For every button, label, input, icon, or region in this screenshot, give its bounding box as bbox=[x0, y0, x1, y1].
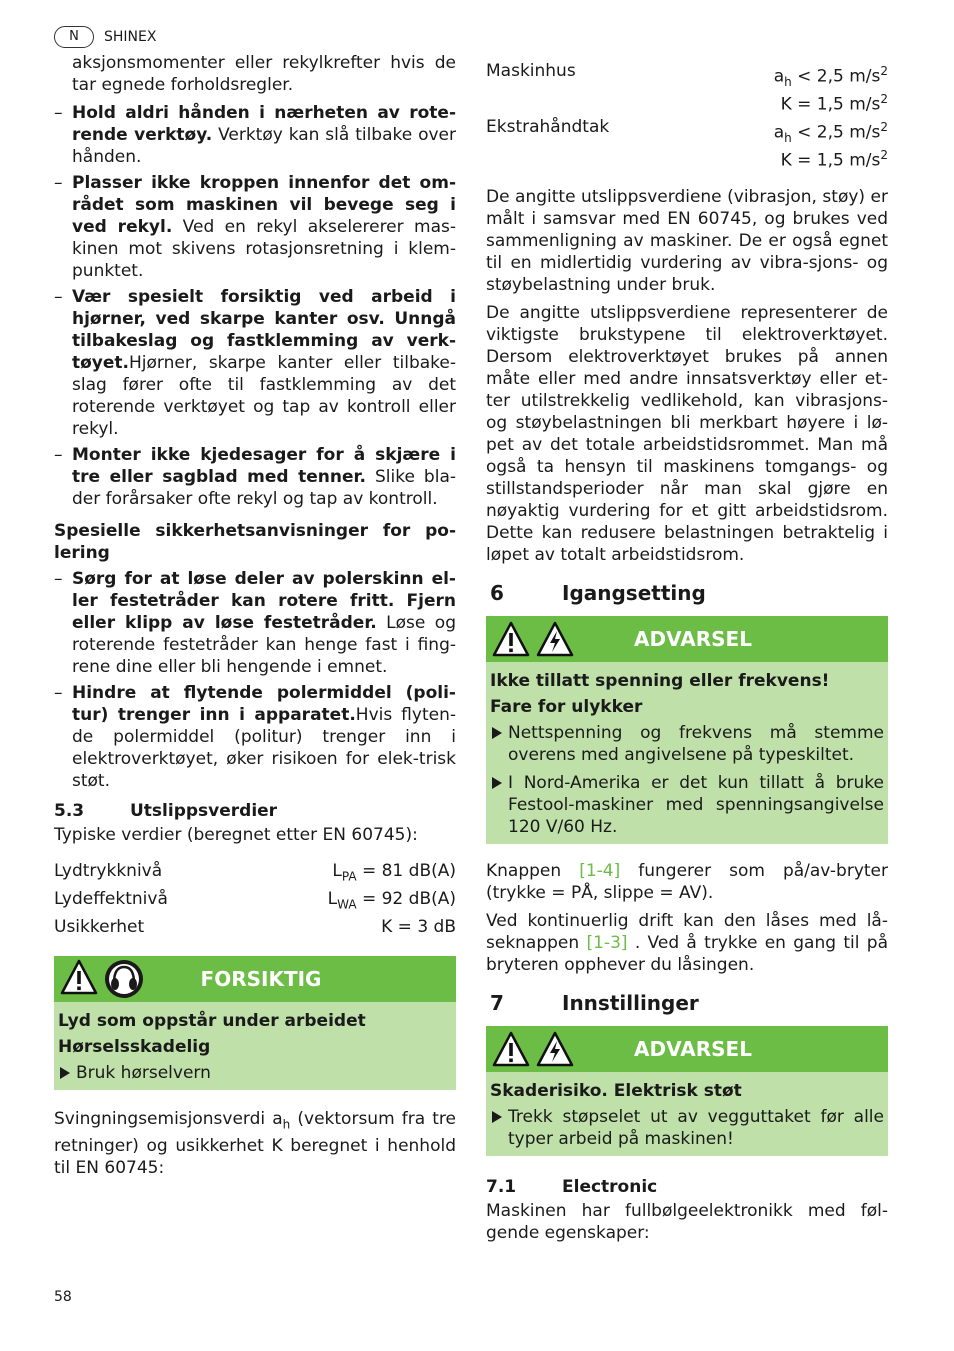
section-title: Electronic bbox=[562, 1177, 658, 1197]
value-amount: K = 1,5 m/s bbox=[780, 94, 881, 115]
section-title: Utslippsverdier bbox=[130, 801, 278, 821]
value-symbol: a bbox=[773, 122, 785, 143]
section-number: 6 bbox=[490, 581, 504, 605]
warning-box bbox=[486, 1026, 888, 1156]
value-amount: = 3 dB bbox=[392, 917, 456, 937]
caution-box-body bbox=[54, 1002, 456, 1090]
arrow-bullet-icon bbox=[492, 1111, 502, 1123]
safety-item-bold: Monter ikke kjedesager for å skjære i tre eller sagblad med tenner. bbox=[72, 445, 456, 487]
page-header bbox=[54, 26, 156, 48]
polish-item-text: Hvis flyten-de polermiddel (politur) trenger inn i elektroverktøyet, øker risikoen for elek-trisk støt. bbox=[72, 705, 456, 791]
polish-item-bold: Sørg for at løse deler av polerskinn el-ler festetråder kan rotere fritt. Fjern eller klipp av løse festetråder. bbox=[72, 569, 456, 633]
electronic-paragraph: Maskinen har fullbølgeelektronikk med føl-gende egenskaper: bbox=[486, 1201, 888, 1243]
value-symbol: L bbox=[332, 861, 342, 881]
figure-reference[interactable]: [1-4] bbox=[579, 861, 621, 881]
vibration-a-value bbox=[774, 116, 888, 144]
dash-marker: – bbox=[54, 173, 63, 193]
switch-text: fungerer som på/av-bryter (trykke = PÅ, slippe = AV). bbox=[486, 861, 888, 903]
lock-text: Ved kontinuerlig drift kan den låses med lå-seknappen bbox=[486, 911, 888, 953]
value-superscript: 2 bbox=[880, 92, 888, 106]
caution-box-header bbox=[54, 956, 456, 1002]
warning-title: ADVARSEL bbox=[634, 1037, 752, 1061]
vibration-text: (vektorsum fra tre retninger) og usikkerhet K beregnet i henhold til EN 60745: bbox=[54, 1109, 456, 1179]
dash-marker: – bbox=[54, 445, 63, 465]
warning-line: Fare for ulykker bbox=[490, 697, 643, 717]
section-heading-5-3 bbox=[54, 800, 456, 822]
value-figure bbox=[381, 916, 456, 944]
value-figure bbox=[332, 860, 456, 888]
vibration-paragraph bbox=[54, 1108, 456, 1179]
product-name: SHINEX bbox=[104, 29, 157, 45]
safety-item bbox=[54, 286, 456, 440]
intro-continuation: aksjonsmomenter eller rekylkrefter hvis de tar egnede forholdsregler. bbox=[72, 53, 456, 95]
warning-bullet-text: I Nord-Amerika er det kun tillatt å bruke Festool-maskiner med spenningsangivelse 120 V/60 Hz. bbox=[508, 773, 884, 837]
polish-item bbox=[54, 568, 456, 678]
polish-item-bold: Hindre at flytende polermiddel (poli-tur) trenger inn i apparatet. bbox=[72, 683, 456, 725]
caution-title: FORSIKTIG bbox=[200, 967, 322, 991]
vibration-label: Ekstrahåndtak bbox=[486, 117, 610, 137]
value-symbol: L bbox=[327, 889, 338, 909]
dash-marker: – bbox=[54, 569, 63, 589]
caution-bullet-text: Bruk hørselvern bbox=[76, 1063, 211, 1083]
value-label: Lydtrykknivå bbox=[54, 861, 163, 881]
value-row bbox=[54, 916, 456, 944]
vibration-label: Maskinhus bbox=[486, 61, 576, 81]
switch-paragraph bbox=[486, 860, 888, 904]
caution-box bbox=[54, 956, 456, 1090]
warning-box-header bbox=[486, 616, 888, 662]
figure-reference[interactable]: [1-3] bbox=[586, 933, 628, 953]
vibration-subscript: h bbox=[282, 1117, 291, 1132]
vibration-row bbox=[486, 60, 888, 88]
vibration-values bbox=[486, 60, 888, 172]
safety-item-bold: Hold aldri hånden i nærheten av rote-rende verktøy. bbox=[72, 103, 456, 145]
value-row bbox=[54, 888, 456, 916]
uncertainty-value bbox=[781, 88, 888, 116]
warning-box bbox=[486, 616, 888, 844]
polish-item bbox=[54, 682, 456, 792]
polish-item-text: Løse og roterende festetråder kan henge fast i fing-rene dine eller bli hengende i emnet. bbox=[72, 613, 456, 677]
value-superscript: 2 bbox=[880, 148, 888, 162]
safety-item-bold: Plasser ikke kroppen innenfor det om-rådet som maskinen vil bevege seg i ved rekyl. bbox=[72, 173, 456, 237]
value-row bbox=[54, 860, 456, 888]
vibration-row bbox=[486, 116, 888, 144]
safety-item-text: Ved en rekyl akselererer mas-kinen mot skivens rotasjonsretning i klem-punktet. bbox=[72, 217, 456, 281]
value-subscript: h bbox=[784, 131, 792, 146]
dash-marker: – bbox=[54, 103, 63, 123]
safety-item bbox=[54, 172, 456, 282]
safety-item-text: Verktøy kan slå tilbake over hånden. bbox=[72, 125, 456, 167]
paragraph: De angitte utslippsverdiene representerer de viktigste brukstypene til elektroverktøyet. Dersom elektroverktøyet brukes på annen måte eller med andre innsatsverktøy eller et-ter utilstrekkelig vedlikehold, kan vibrasjons-og støybelastningen bli merkbart høyere i lø-pet av det totale arbeidstidsrommet. Man må også ta hensyn til maskinens tomgangs- og stillstandsperioder når man skal gjøre en nøyaktig vurdering for et gitt arbeidstidsrom. Dette kan redusere belastningen betraktelig i løpet av totalt arbeidstidsrom. bbox=[486, 303, 888, 565]
page-number: 58 bbox=[54, 1289, 72, 1305]
value-figure bbox=[328, 888, 456, 916]
warning-box-body bbox=[486, 662, 888, 844]
language-badge: N bbox=[54, 26, 94, 48]
section-number: 7.1 bbox=[486, 1177, 517, 1197]
value-label: Lydeffektnivå bbox=[54, 889, 168, 909]
caution-line: Lyd som oppstår under arbeidet bbox=[58, 1011, 366, 1031]
vibration-a-value bbox=[774, 60, 888, 88]
section-number: 7 bbox=[490, 991, 504, 1015]
safety-item bbox=[54, 102, 456, 168]
warning-box-body bbox=[486, 1072, 888, 1156]
emission-values bbox=[54, 860, 456, 944]
uncertainty-row bbox=[486, 88, 888, 116]
safety-item bbox=[54, 444, 456, 510]
value-subscript: PA bbox=[341, 869, 357, 884]
warning-title: ADVARSEL bbox=[634, 627, 752, 651]
warning-line: Ikke tillatt spenning eller frekvens! bbox=[490, 671, 830, 691]
dash-marker: – bbox=[54, 287, 63, 307]
dash-marker: – bbox=[54, 683, 63, 703]
warning-bullet-text: Trekk støpselet ut av vegguttaket før alle typer arbeid på maskinen! bbox=[508, 1107, 884, 1149]
value-amount: < 2,5 m/s bbox=[791, 66, 881, 87]
warning-bullet-text: Nettspenning og frekvens må stemme overens med angivelsene på typeskiltet. bbox=[508, 723, 884, 765]
value-symbol: K bbox=[381, 917, 393, 937]
vibration-text: Svingningsemisjonsverdi a bbox=[54, 1109, 283, 1129]
warning-box-header bbox=[486, 1026, 888, 1072]
section-title: Innstillinger bbox=[562, 991, 699, 1015]
arrow-bullet-icon bbox=[60, 1067, 70, 1079]
safety-item-bold: Vær spesielt forsiktig ved arbeid i hjørner, ved skarpe kanter osv. Unngå tilbakeslag og fastklemming av verk-tøyet. bbox=[72, 287, 456, 373]
value-superscript: 2 bbox=[880, 120, 888, 134]
section-heading-7 bbox=[486, 990, 888, 1016]
value-amount: K = 1,5 m/s bbox=[780, 150, 881, 171]
section-title: Igangsetting bbox=[562, 581, 706, 605]
warning-line: Skaderisiko. Elektrisk støt bbox=[490, 1081, 742, 1101]
caution-line: Hørselsskadelig bbox=[58, 1037, 211, 1057]
value-label: Usikkerhet bbox=[54, 917, 145, 937]
safety-item-text: Hjørner, skarpe kanter eller tilbake-slag fører ofte til fastklemming av det roterende verktøyet og tap av kontroll eller rekyl. bbox=[72, 353, 456, 439]
value-amount: = 81 dB(A) bbox=[356, 861, 456, 881]
section-number: 5.3 bbox=[54, 801, 85, 821]
uncertainty-row bbox=[486, 144, 888, 172]
value-symbol: a bbox=[773, 66, 785, 87]
warning-bullet bbox=[490, 1106, 884, 1150]
safety-item-text: Slike bla-der forårsaker ofte rekyl og tap av kontroll. bbox=[72, 467, 456, 509]
lock-text: . Ved å trykke en gang til på bryteren opphever du låsingen. bbox=[486, 933, 888, 975]
value-subscript: WA bbox=[337, 897, 357, 912]
value-superscript: 2 bbox=[880, 64, 888, 78]
paragraph: De angitte utslippsverdiene (vibrasjon, støy) er målt i samsvar med EN 60745, og brukes ved sammenligning av maskiner. De er også egnet til en midlertidig vurdering av vibra-sjons- og støybelastning under bruk. bbox=[486, 187, 888, 295]
warning-bullet bbox=[490, 722, 884, 766]
arrow-bullet-icon bbox=[492, 727, 502, 739]
left-column bbox=[54, 52, 456, 1179]
switch-text: Knappen bbox=[486, 861, 580, 881]
arrow-bullet-icon bbox=[492, 777, 502, 789]
value-amount: = 92 dB(A) bbox=[356, 889, 456, 909]
lock-paragraph bbox=[486, 910, 888, 976]
right-column bbox=[486, 60, 888, 1244]
section-heading-7-1 bbox=[486, 1176, 888, 1198]
typical-values-intro: Typiske verdier (beregnet etter EN 60745): bbox=[54, 825, 418, 845]
polish-heading: Spesielle sikkerhetsanvisninger for po-lering bbox=[54, 521, 456, 563]
section-heading-6 bbox=[486, 580, 888, 606]
value-amount: < 2,5 m/s bbox=[791, 122, 881, 143]
caution-bullet bbox=[58, 1062, 452, 1084]
uncertainty-value bbox=[781, 144, 888, 172]
warning-bullet bbox=[490, 772, 884, 838]
value-subscript: h bbox=[784, 75, 792, 90]
